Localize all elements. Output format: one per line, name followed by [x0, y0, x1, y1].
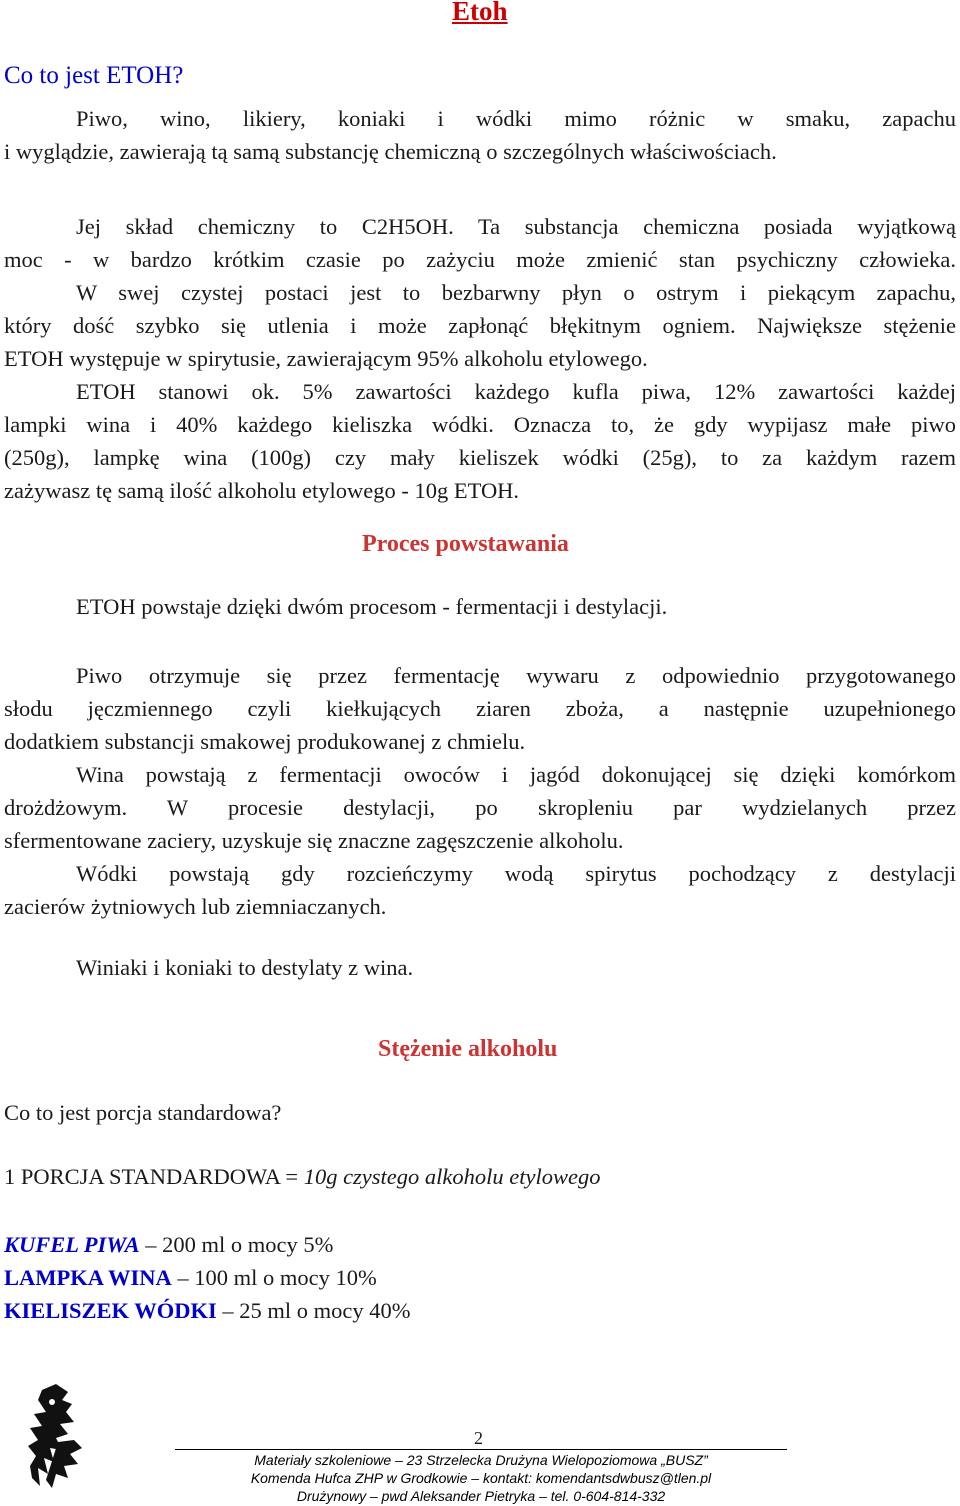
- portion-vodka: [4, 1298, 411, 1324]
- text-line: który dość szybko się utlenia i może zapłonąć błękitnym ogniem. Największe stężenie: [4, 313, 956, 338]
- footer-divider: [175, 1449, 787, 1450]
- composition-paragraph: [4, 210, 956, 507]
- text-line: Wina powstają z fermentacji owoców i jagód dokonującej się dzięki komórkom: [76, 762, 956, 787]
- text-line: Jej skład chemiczny to C2H5OH. Ta substancja chemiczna posiada wyjątkową: [76, 214, 956, 239]
- text-line: (250g), lampkę wina (100g) czy mały kieliszek wódki (25g), to za każdym razem: [4, 445, 956, 470]
- standard-portion-label: 1 PORCJA STANDARDOWA =: [4, 1164, 304, 1189]
- footer-line-3: Drużynowy – pwd Aleksander Pietryka – tel. 0-604-814-332: [296, 1488, 666, 1504]
- portion-name: KUFEL PIWA: [4, 1232, 140, 1257]
- text-line: i wyglądzie, zawierają tą samą substancję chemiczną o szczególnych właściwościach.: [4, 139, 777, 164]
- intro-paragraph: [4, 102, 956, 168]
- heading-concentration: Stężenie alkoholu: [378, 1036, 558, 1062]
- standard-portion-definition: [4, 1164, 601, 1190]
- footer-line-1: Materiały szkoleniowe – 23 Strzelecka Drużyna Wielopoziomowa „BUSZ”: [254, 1452, 708, 1468]
- portion-desc: – 100 ml o mocy 10%: [171, 1265, 377, 1290]
- scout-logo: [22, 1382, 92, 1494]
- text-line: Piwo, wino, likiery, koniaki i wódki mimo różnic w smaku, zapachu: [76, 106, 956, 131]
- text-line: lampki wina i 40% każdego kieliszka wódki. Oznacza to, że gdy wypijasz małe piwo: [4, 412, 956, 437]
- process-intro: ETOH powstaje dzięki dwóm procesom - fermentacji i destylacji.: [76, 594, 668, 619]
- portion-name: LAMPKA WINA: [4, 1265, 172, 1290]
- portion-name: KIELISZEK WÓDKI: [4, 1298, 217, 1323]
- question-standard-portion: Co to jest porcja standardowa?: [4, 1100, 282, 1125]
- text-line: dodatkiem substancji smakowej produkowanej z chmielu.: [4, 729, 526, 754]
- brandy-note: Winiaki i koniaki to destylaty z wina.: [76, 955, 414, 980]
- portion-desc: – 25 ml o mocy 40%: [216, 1298, 411, 1323]
- portion-wine: [4, 1265, 377, 1291]
- document-title: Etoh: [452, 0, 508, 26]
- portion-beer: [4, 1232, 333, 1258]
- text-line: moc - w bardzo krótkim czasie po zażyciu może zmienić stan psychiczny człowieka.: [4, 247, 956, 272]
- text-line: drożdżowym. W procesie destylacji, po skropleniu par wydzielanych przez: [4, 795, 956, 820]
- text-line: ETOH stanowi ok. 5% zawartości każdego kufla piwa, 12% zawartości każdej: [76, 379, 956, 404]
- text-line: ETOH występuje w spirytusie, zawierającym 95% alkoholu etylowego.: [4, 346, 648, 371]
- text-line: sfermentowane zaciery, uzyskuje się znaczne zagęszczenie alkoholu.: [4, 828, 624, 853]
- page-number: 2: [474, 1428, 483, 1448]
- text-line: słodu jęczmiennego czyli kiełkujących ziaren zboża, a następnie uzupełnionego: [4, 696, 956, 721]
- text-line: Wódki powstają gdy rozcieńczymy wodą spirytus pochodzący z destylacji: [76, 861, 956, 886]
- process-paragraph: [4, 659, 956, 923]
- footer-line-2: Komenda Hufca ZHP w Grodkowie – kontakt: komendantsdwbusz@tlen.pl: [250, 1470, 712, 1486]
- portion-desc: – 200 ml o mocy 5%: [139, 1232, 334, 1257]
- standard-portion-value: 10g czystego alkoholu etylowego: [303, 1164, 601, 1189]
- question-what-is-etoh: Co to jest ETOH?: [4, 62, 184, 89]
- text-line: Piwo otrzymuje się przez fermentację wywaru z odpowiednio przygotowanego: [76, 663, 956, 688]
- heading-process: Proces powstawania: [362, 531, 569, 557]
- text-line: W swej czystej postaci jest to bezbarwny płyn o ostrym i piekącym zapachu,: [76, 280, 956, 305]
- text-line: zażywasz tę samą ilość alkoholu etylowego - 10g ETOH.: [4, 478, 520, 503]
- text-line: zacierów żytniowych lub ziemniaczanych.: [4, 894, 387, 919]
